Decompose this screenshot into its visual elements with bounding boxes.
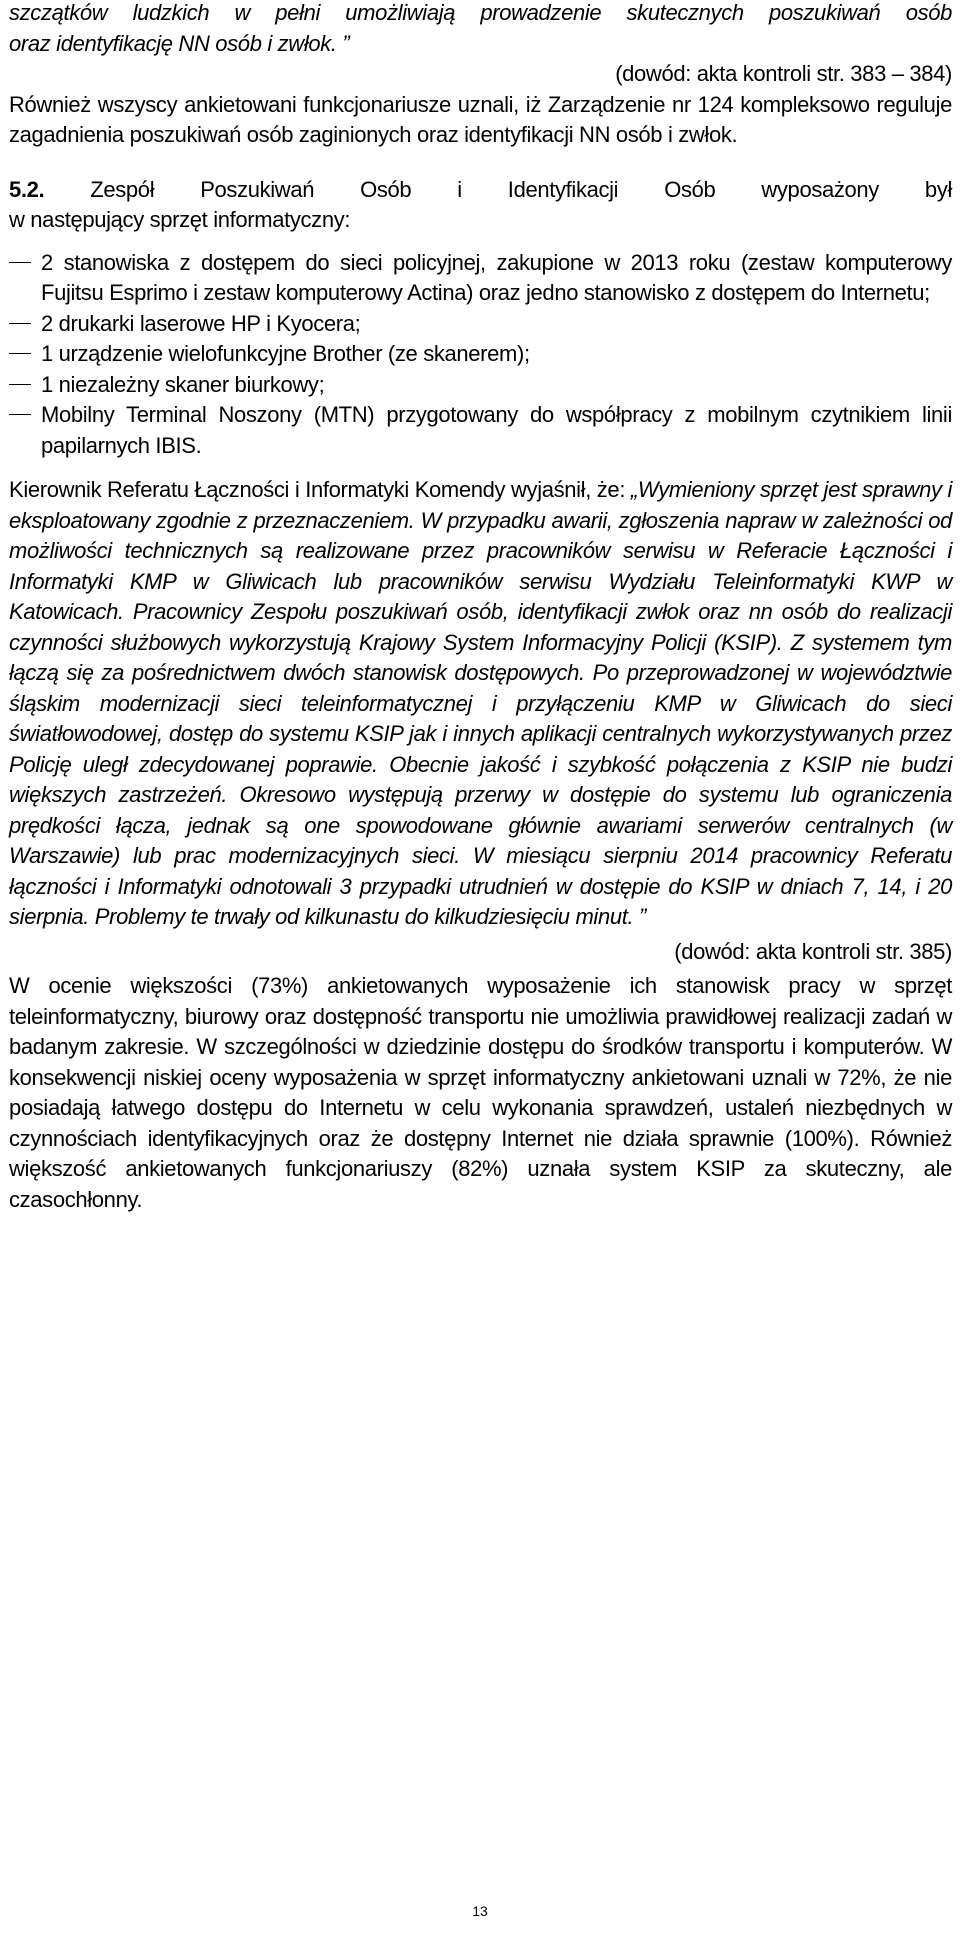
section-heading-text: Zespół Poszukiwań Osób i Identyfikacji Osób wyposażony był bbox=[90, 176, 953, 202]
paragraph-regulation: Również wszyscy ankietowani funkcjonariusze uznali, iż Zarządzenie nr 124 kompleksowo reguluje zagadnienia poszukiwań osób zaginionych oraz identyfikacji NN osób i zwłok. bbox=[9, 91, 952, 147]
list-item-text: 2 stanowiska z dostępem do sieci policyjnej, zakupione w 2013 roku (zestaw komputerowy Fujitsu Esprimo i zestaw komputerowy Actina) oraz jedno stanowisko z dostępem do Internetu; bbox=[41, 249, 952, 305]
page-number: 13 bbox=[472, 1903, 488, 1919]
list-item bbox=[9, 248, 952, 309]
dash-bullet bbox=[9, 353, 31, 354]
page-body bbox=[9, 0, 952, 1215]
list-item-text: 1 urządzenie wielofunkcyjne Brother (ze skanerem); bbox=[41, 341, 530, 366]
section-heading-line bbox=[9, 175, 952, 206]
dash-bullet bbox=[9, 262, 31, 263]
manager-statement bbox=[9, 475, 952, 933]
quote-fragment-line-2: oraz identyfikację NN osób i zwłok. ” bbox=[9, 30, 350, 56]
statement-quote: „Wymieniony sprzęt jest sprawny i eksploatowany zgodnie z przeznaczeniem. W przypadku awarii, zgłoszenia napraw w zależności od możliwości technicznych są realizowane przez pracowników serwisu w Referacie Łączności i Informatyki KMP w Gliwicach lub pracowników serwisu Wydziału Teleinformatyki KWP w Katowicach. Pracownicy Zespołu poszukiwań osób, identyfikacji zwłok oraz nn osób do realizacji czynności służbowych wykorzystują Krajowy System Informacyjny Policji (KSIP). Z systemem tym łączą się za pośrednictwem dwóch stanowisk dostępowych. Po przeprowadzonej w województwie śląskim modernizacji sieci teleinformatycznej i przyłączeniu KMP w Gliwicach do sieci światłowodowej, dostęp do systemu KSIP jak i innych aplikacji centralnych wykorzystywanych przez Policję uległ zdecydowanej poprawie. Obecnie jakość i szybkość połączenia z KSIP nie budzi większych zastrzeżeń. Okresowo występują przerwy w dostępie do systemu lub ograniczenia prędkości łącza, jednak są one spowodowane głównie awariami serwerów centralnych (w Warszawie) lub prac modernizacyjnych sieci. W miesiącu sierpniu 2014 pracownicy Referatu łączności i Informatyki odnotowali 3 przypadki utrudnień w dostępie do KSIP w dniach 7, 14, i 20 sierpnia. Problemy te trwały od kilkunastu do kilkudziesięciu minut. ” bbox=[9, 477, 952, 929]
section-heading bbox=[9, 175, 952, 236]
evidence-reference-2: (dowód: akta kontroli str. 385) bbox=[674, 938, 952, 964]
list-item-text: 2 drukarki laserowe HP i Kyocera; bbox=[41, 310, 361, 336]
section-number: 5.2. bbox=[9, 176, 45, 202]
list-item bbox=[9, 400, 952, 461]
list-item-text: 1 niezależny skaner biurkowy; bbox=[41, 371, 325, 397]
evidence-reference: (dowód: akta kontroli str. 383 – 384) bbox=[615, 61, 952, 86]
dash-bullet bbox=[9, 384, 31, 385]
section-heading-continuation: w następujący sprzęt informatyczny: bbox=[9, 207, 351, 232]
quote-fragment-line-1: szczątków ludzkich w pełni umożliwiają prowadzenie skutecznych poszukiwań osób bbox=[9, 0, 952, 25]
dash-bullet bbox=[9, 323, 31, 324]
list-item bbox=[9, 370, 952, 401]
list-item bbox=[9, 309, 952, 340]
statement-intro: Kierownik Referatu Łączności i Informatyki Komendy wyjaśnił, że: bbox=[9, 477, 631, 502]
equipment-list bbox=[9, 248, 952, 462]
list-item-text: Mobilny Terminal Noszony (MTN) przygotowany do współpracy z mobilnym czytnikiem linii papilarnych IBIS. bbox=[41, 402, 952, 458]
list-item bbox=[9, 339, 952, 370]
dash-bullet bbox=[9, 414, 31, 415]
paragraph-survey: W ocenie większości (73%) ankietowanych wyposażenie ich stanowisk pracy w sprzęt teleinformatyczny, biurowy oraz dostępność transportu nie umożliwia prawidłowej realizacji zadań w badanym zakresie. W szczególności w dziedzinie dostępu do środków transportu i komputerów. W konsekwencji niskiej oceny wyposażenia w sprzęt informatyczny ankietowani uznali w 72%, że nie posiadają łatwego dostępu do Internetu w celu wykonania sprawdzeń, ustaleń niezbędnych w czynnościach identyfikacyjnych oraz że dostępny Internet nie działa sprawnie (100%). Również większość ankietowanych funkcjonariuszy (82%) uznała system KSIP za skuteczny, ale czasochłonny. bbox=[9, 973, 952, 1212]
